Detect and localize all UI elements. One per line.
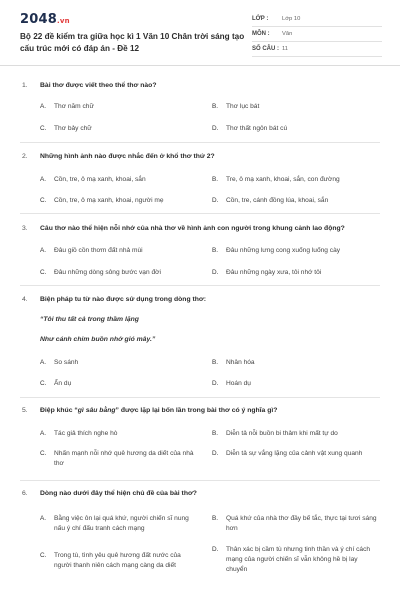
option-c[interactable] bbox=[40, 124, 200, 134]
meta-subject-label: MÔN : bbox=[252, 31, 270, 37]
document-header bbox=[0, 0, 400, 66]
quote-line-2: Như cánh chim buồn nhớ gió mây.” bbox=[40, 336, 156, 343]
option-d[interactable] bbox=[212, 379, 377, 389]
question-number: 5. bbox=[22, 407, 28, 414]
option-text: Thơ bảy chữ bbox=[54, 125, 92, 132]
option-text: So sánh bbox=[54, 359, 79, 366]
option-text: Bằng việc ôn lại quá khứ, người chiến sĩ nung nấu ý chí đấu tranh cách mạng bbox=[54, 515, 189, 532]
option-text: Đâu những lưng cong xuống luống cày bbox=[226, 247, 341, 254]
question-number: 6. bbox=[22, 490, 28, 497]
option-letter: D. bbox=[212, 125, 219, 132]
option-text: Trong tù, tình yêu quê hương đất nước của người thanh niên cách mạng càng da diết bbox=[54, 552, 181, 569]
question-header bbox=[22, 490, 197, 497]
question-number: 3. bbox=[22, 225, 28, 232]
option-c[interactable] bbox=[40, 449, 200, 469]
option-a[interactable] bbox=[40, 246, 200, 256]
quote-line-1: “Tôi thu tất cả trong thầm lặng bbox=[40, 316, 139, 323]
option-text: Cồn, tre, ô mạ xanh, khoai, sắn bbox=[54, 176, 146, 183]
option-letter: A. bbox=[40, 430, 47, 437]
question-text-before: Điệp khúc “ bbox=[40, 407, 78, 414]
option-text: Nhấn mạnh nỗi nhớ quê hương da diết của nhà thơ bbox=[54, 450, 194, 467]
question-text: Những hình ảnh nào được nhắc đến ở khổ thơ thứ 2? bbox=[40, 153, 215, 160]
option-c[interactable] bbox=[40, 551, 200, 571]
logo-text: 2048 bbox=[20, 12, 57, 27]
meta-class-row bbox=[252, 12, 382, 27]
option-letter: A. bbox=[40, 247, 47, 254]
option-text: Thơ năm chữ bbox=[54, 103, 94, 110]
question-number: 4. bbox=[22, 296, 28, 303]
option-d[interactable] bbox=[212, 545, 377, 575]
question-text: Biện pháp tu từ nào được sử dụng trong dòng thơ: bbox=[40, 296, 207, 303]
meta-class-value: Lớp 10 bbox=[282, 16, 301, 22]
option-c[interactable] bbox=[40, 268, 200, 278]
option-text: Thơ thất ngôn bát cú bbox=[226, 125, 288, 132]
option-text: Quá khứ của nhà thơ đầy bế tắc, thực tại tươi sáng hơn bbox=[226, 515, 377, 532]
meta-count-value: 11 bbox=[282, 46, 289, 52]
option-text: Hoán dụ bbox=[226, 380, 251, 387]
option-text: Tác giả thích nghe hò bbox=[54, 430, 118, 437]
option-text: Thân xác bị cầm tù nhưng tinh thần và ý chí cách mạng của người chiến sĩ vẫn không hề bị lay chuyển bbox=[226, 546, 371, 573]
option-b[interactable] bbox=[212, 429, 377, 439]
option-letter: B. bbox=[212, 515, 219, 522]
option-text: Ẩn dụ bbox=[54, 380, 72, 387]
option-b[interactable] bbox=[212, 102, 377, 112]
option-text: Diễn tả nỗi buồn bi thảm khi mất tự do bbox=[226, 430, 338, 437]
option-d[interactable] bbox=[212, 268, 377, 278]
option-a[interactable] bbox=[40, 358, 200, 368]
option-text: Đâu những dòng sông bước vạn đời bbox=[54, 269, 161, 276]
option-b[interactable] bbox=[212, 358, 377, 368]
option-letter: D. bbox=[212, 546, 219, 553]
question-header bbox=[22, 153, 215, 160]
question-text: Câu thơ nào thể hiện nỗi nhớ của nhà thơ về hình ảnh con người trong khung cảnh lao động? bbox=[40, 225, 345, 232]
option-letter: C. bbox=[40, 125, 47, 132]
option-text: Thơ lục bát bbox=[226, 103, 260, 110]
question-divider bbox=[20, 142, 380, 143]
question-number: 1. bbox=[22, 82, 28, 89]
option-letter: A. bbox=[40, 515, 47, 522]
question-number: 2. bbox=[22, 153, 28, 160]
option-letter: D. bbox=[212, 380, 219, 387]
option-letter: C. bbox=[40, 197, 47, 204]
option-letter: D. bbox=[212, 269, 219, 276]
option-letter: B. bbox=[212, 176, 219, 183]
option-text: Diễn tả sự vắng lặng của cảnh vật xung quanh bbox=[226, 450, 363, 457]
option-letter: C. bbox=[40, 450, 47, 457]
option-text: Cồn, tre, cánh đồng lúa, khoai, sắn bbox=[226, 197, 329, 204]
option-letter: C. bbox=[40, 269, 47, 276]
option-d[interactable] bbox=[212, 449, 377, 459]
question-divider bbox=[20, 285, 380, 286]
question-text: Dòng nào dưới đây thể hiện chủ đề của bài thơ? bbox=[40, 490, 197, 497]
question-text: Bài thơ được viết theo thể thơ nào? bbox=[40, 82, 157, 89]
meta-subject-value: Văn bbox=[282, 31, 293, 37]
option-letter: B. bbox=[212, 247, 219, 254]
option-b[interactable] bbox=[212, 514, 377, 534]
option-letter: B. bbox=[212, 359, 219, 366]
option-a[interactable] bbox=[40, 102, 200, 112]
option-b[interactable] bbox=[212, 175, 377, 185]
option-d[interactable] bbox=[212, 196, 377, 206]
question-text-after: ” được lặp lại bốn lần trong bài thơ có ý nghĩa gì? bbox=[115, 407, 278, 414]
option-text: Đâu những ngày xưa, tôi nhớ tôi bbox=[226, 269, 322, 276]
option-b[interactable] bbox=[212, 246, 377, 256]
option-letter: C. bbox=[40, 552, 47, 559]
option-letter: A. bbox=[40, 176, 47, 183]
option-text: Cồn, tre, ô mạ xanh, khoai, người mẹ bbox=[54, 197, 164, 204]
document-meta bbox=[252, 12, 382, 57]
option-letter: D. bbox=[212, 450, 219, 457]
option-text: Đâu giồ cồn thơm đất nhả mùi bbox=[54, 247, 143, 254]
question-divider bbox=[20, 213, 380, 214]
option-letter: B. bbox=[212, 103, 219, 110]
option-a[interactable] bbox=[40, 175, 200, 185]
meta-count-label: SỐ CÂU : bbox=[252, 46, 279, 52]
option-letter: B. bbox=[212, 430, 219, 437]
question-text bbox=[40, 407, 277, 414]
option-text: Nhân hóa bbox=[226, 359, 255, 366]
question-header bbox=[22, 225, 345, 232]
logo-tld: .vn bbox=[56, 17, 70, 25]
meta-count-row bbox=[252, 42, 382, 57]
question-divider bbox=[20, 397, 380, 398]
option-letter: A. bbox=[40, 103, 47, 110]
question-text-italic: gì sâu bằng bbox=[77, 407, 116, 414]
meta-class-label: LỚP : bbox=[252, 16, 269, 22]
option-c[interactable] bbox=[40, 379, 200, 389]
option-letter: C. bbox=[40, 380, 47, 387]
question-header bbox=[22, 407, 277, 414]
document-title: Bộ 22 đề kiểm tra giữa học kì 1 Văn 10 Chân trời sáng tạo cấu trúc mới có đáp án - Đề 12 bbox=[20, 32, 245, 53]
option-letter: D. bbox=[212, 197, 219, 204]
option-c[interactable] bbox=[40, 196, 200, 206]
option-d[interactable] bbox=[212, 124, 377, 134]
option-letter: A. bbox=[40, 359, 47, 366]
question-header bbox=[22, 296, 206, 303]
option-text: Tre, ô mạ xanh, khoai, sắn, con đường bbox=[226, 176, 340, 183]
option-a[interactable] bbox=[40, 514, 200, 534]
question-header bbox=[22, 82, 156, 89]
option-a[interactable] bbox=[40, 429, 200, 439]
question-divider bbox=[20, 480, 380, 481]
meta-subject-row bbox=[252, 27, 382, 42]
